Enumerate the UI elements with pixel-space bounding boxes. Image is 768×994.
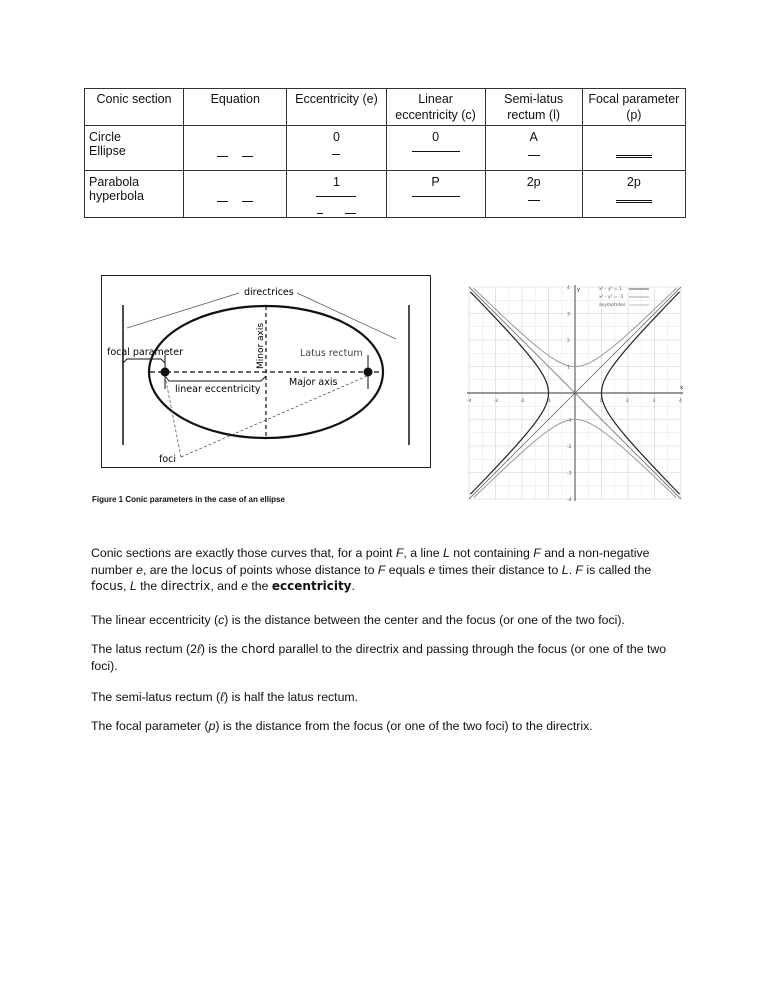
- table-row-hyperbola: [85, 189, 686, 218]
- math-c: c: [218, 613, 225, 627]
- y-tick-label: -3: [567, 471, 572, 477]
- math-ell: ℓ: [220, 690, 225, 704]
- text-run: , and: [210, 579, 242, 593]
- circle-focal: [582, 126, 685, 145]
- text-run: the: [136, 579, 161, 593]
- focus-right-marker: [364, 368, 373, 377]
- text-run: ) is half the latus rectum.: [224, 690, 359, 704]
- y-tick-label: -4: [567, 498, 572, 503]
- y-tick-label: 2: [567, 339, 570, 344]
- math-L: L: [561, 562, 569, 577]
- circle-linear-eccentricity: 0: [386, 126, 485, 145]
- label-major-axis: Major axis: [289, 377, 338, 388]
- text-run: The semi-latus rectum (: [91, 690, 221, 704]
- table-header-row: [85, 89, 686, 126]
- x-tick-label: -3: [493, 399, 498, 404]
- focus-left-marker: [161, 368, 170, 377]
- math-ell: ℓ: [196, 642, 201, 656]
- conic-parameters-table: [84, 88, 686, 218]
- text-run: ) is the: [200, 642, 242, 656]
- text-run: .: [568, 562, 576, 577]
- text-run: Conic sections are exactly those curves that, for a point: [91, 546, 396, 560]
- row-name-circle: Circle: [85, 126, 184, 145]
- y-tick-label: 1: [567, 365, 570, 371]
- term-locus: locus: [191, 562, 223, 577]
- math-F: F: [533, 546, 541, 560]
- header-conic-section: Conic section: [85, 89, 184, 126]
- math-F: F: [395, 546, 404, 560]
- paragraph-linear-eccentricity: [91, 612, 681, 629]
- x-tick-label: 4: [679, 399, 682, 404]
- header-equation: Equation: [184, 89, 287, 126]
- hyperbola-focal: [582, 189, 685, 218]
- ellipse-eccentricity: [287, 144, 386, 171]
- math-L: L: [443, 546, 450, 560]
- text-run: The linear eccentricity (: [91, 613, 219, 627]
- math-p: p: [208, 719, 216, 733]
- math-F: F: [575, 562, 583, 577]
- text-run: not containing: [449, 546, 534, 560]
- table-row-parabola: [85, 171, 686, 190]
- circle-eccentricity: 0: [287, 126, 386, 145]
- hyperbola-graph: [464, 283, 686, 503]
- header-semi-latus-rectum: Semi-latus rectum (l): [485, 89, 582, 126]
- legend-entry-3: asymptotes: [599, 303, 626, 308]
- parabola-focal: 2p: [582, 171, 685, 190]
- text-run: , a line: [403, 546, 444, 560]
- x-tick-label: -2: [520, 399, 525, 404]
- hyperbola-semi-latus: [485, 189, 582, 218]
- text-run: , are the: [142, 562, 192, 577]
- y-tick-label: 3: [567, 312, 570, 318]
- paragraph-latus-rectum: [91, 641, 681, 674]
- table-row-ellipse: [85, 144, 686, 171]
- ellipse-focal: [582, 144, 685, 171]
- math-e: e: [241, 579, 248, 593]
- paragraph-conic-definition: [91, 545, 681, 595]
- text-run: .: [351, 579, 355, 593]
- text-run: and a non-negative number: [91, 546, 650, 577]
- label-directrices: directrices: [244, 287, 294, 298]
- row-name-hyperbola: hyperbola: [85, 189, 184, 218]
- label-latus-rectum: Latus rectum: [300, 348, 363, 359]
- math-e: e: [136, 562, 143, 577]
- math-e: e: [428, 562, 436, 577]
- term-directrix: directrix: [160, 579, 211, 593]
- text-run: is called the: [582, 562, 652, 577]
- ellipse-linear-eccentricity: [386, 144, 485, 171]
- header-focal-parameter: Focal parameter (p): [582, 89, 685, 126]
- text-run: parallel to the directrix and passing through the focus (or one of the two foci).: [91, 642, 667, 673]
- paragraph-focal-parameter: [91, 718, 681, 735]
- axis-label-x: x: [680, 385, 683, 391]
- legend-entry-2: x² - y² = -1: [599, 295, 624, 300]
- table-row-circle: [85, 126, 686, 145]
- x-tick-label: 2: [626, 399, 629, 404]
- row-name-ellipse: Ellipse: [85, 144, 184, 171]
- term-chord: chord: [241, 642, 276, 656]
- x-tick-label: -4: [467, 399, 472, 404]
- graph-legend: [599, 286, 649, 308]
- axis-label-y: y: [577, 287, 580, 293]
- math-F: F: [377, 562, 386, 577]
- term-focus: focus: [91, 579, 124, 593]
- paragraph-semi-latus-rectum: [91, 689, 681, 706]
- term-eccentricity: eccentricity: [271, 579, 352, 593]
- y-tick-label: -1: [567, 418, 572, 424]
- ellipse-semi-latus: [485, 144, 582, 171]
- parabola-eccentricity: 1: [287, 171, 386, 190]
- ellipse-diagram: [101, 275, 431, 468]
- parabola-equation: [184, 171, 287, 190]
- label-foci: foci: [159, 454, 177, 465]
- header-eccentricity: Eccentricity (e): [287, 89, 386, 126]
- x-tick-label: 3: [652, 399, 656, 404]
- text-run: equals: [385, 562, 429, 577]
- label-minor-axis: Minor axis: [256, 322, 266, 369]
- math-L: L: [129, 579, 137, 593]
- hyperbola-linear-eccentricity: [386, 189, 485, 218]
- text-run: The latus rectum (2: [91, 642, 197, 656]
- label-focal-parameter: focal parameter: [107, 347, 184, 358]
- row-name-parabola: Parabola: [85, 171, 184, 190]
- ellipse-equation: [184, 144, 287, 171]
- figure-caption: Figure 1 Conic parameters in the case of an ellipse: [92, 495, 285, 504]
- text-run: ,: [123, 579, 130, 593]
- text-run: The focal parameter (: [91, 719, 209, 733]
- text-run: ) is the distance from the focus (or one of the two foci) to the directrix.: [215, 719, 593, 733]
- text-run: times their distance to: [435, 562, 562, 577]
- hyperbola-equation: [184, 189, 287, 218]
- header-linear-eccentricity: Linear eccentricity (c): [386, 89, 485, 126]
- text-run: ) is the distance between the center and the focus (or one of the two foci).: [224, 613, 625, 627]
- parabola-linear-eccentricity: P: [386, 171, 485, 190]
- text-run: of points whose distance to: [222, 562, 378, 577]
- y-tick-label: -2: [567, 445, 572, 450]
- text-run: the: [247, 579, 272, 593]
- x-tick-label: 1: [599, 399, 603, 404]
- hyperbola-eccentricity: [287, 189, 386, 218]
- x-tick-label: -1: [546, 399, 551, 404]
- circle-semi-latus: A: [485, 126, 582, 145]
- parabola-semi-latus: 2p: [485, 171, 582, 190]
- legend-entry-1: x² - y² = 1: [599, 287, 622, 292]
- label-linear-eccentricity: linear eccentricity: [175, 384, 261, 395]
- y-tick-label: 4: [567, 286, 570, 291]
- circle-equation: [184, 126, 287, 145]
